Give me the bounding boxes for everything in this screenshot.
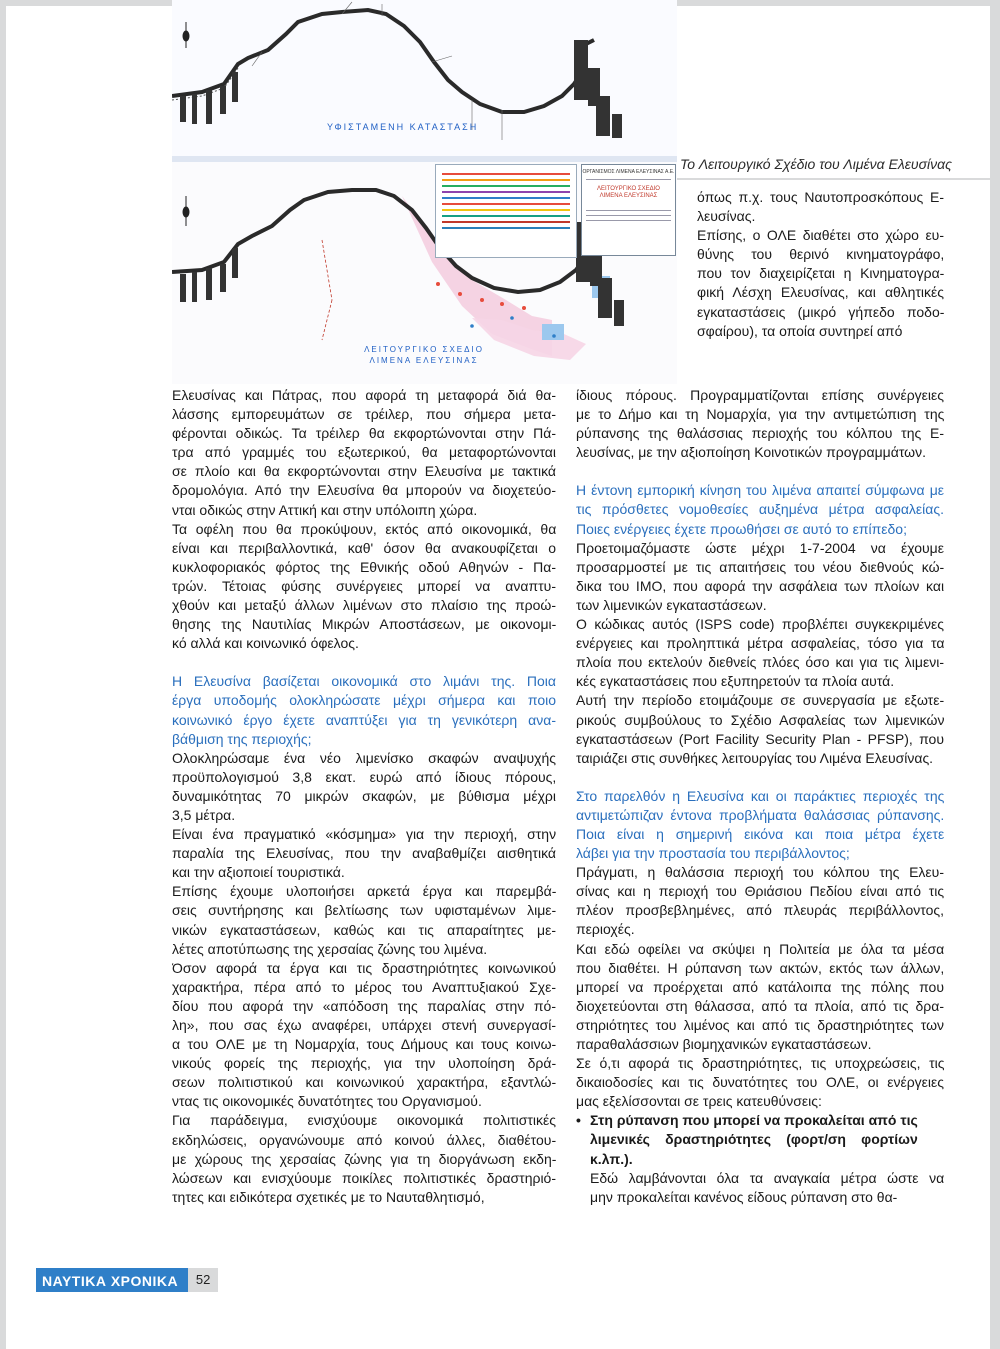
text-line: σεων πολιτιστικού και κοινωνικού χαρακτήρα, εξαντλώ- — [172, 1074, 556, 1091]
interview-question — [576, 481, 944, 538]
text-line: Σε ό,τι αφορά τις δραστηριότητες, τις υποχρεώσεις, τις — [576, 1055, 944, 1072]
paragraph — [172, 749, 556, 825]
text-line: ντας τις οικονομικές δυνατότητες του Οργανισμού. — [172, 1093, 482, 1110]
text-line: νικών εγκαταστάσεων, καθώς και τις απαραίτητες με- — [172, 921, 556, 938]
text-line: θησης της Ναυτιλίας Μικρών Αποστάσεων, με οικονομι- — [172, 616, 556, 633]
text-line: σίνας και η περιοχή του Θριάσιου Πεδίου είναι από τις — [576, 883, 944, 900]
paragraph — [576, 539, 944, 615]
text-line: στηριότητες του λιμένος και από τις δραστηριότητες των — [576, 1016, 944, 1033]
text-line: κυκλοφοριακός φόρτος της Εθνικής οδού Αθηνών - Πα- — [172, 558, 556, 575]
text-line: με χώρους της χερσαίας ζώνης για τη διοργάνωση εκδη- — [172, 1150, 556, 1167]
text-line: παραθαλάσσιων βιομηχανικών εγκαταστάσεων. — [576, 1036, 872, 1052]
text-line: Ποιες ενέργειες έχετε προωθήσει σε αυτό το επίπεδο; — [576, 520, 907, 537]
text-line: χαρακτήρα, πέρα από το μέρος του Αναπτυξιακού Σχε- — [172, 978, 556, 995]
title-block-name-1: ΛΕΙΤΟΥΡΓΙΚΟ ΣΧΕΔΙΟ — [597, 186, 660, 192]
text-line: βάθμιση της περιοχής; — [172, 730, 312, 747]
text-line: δικα του IMO, που αφορά την ασφάλεια των πλοίων και — [576, 577, 944, 594]
text-line: Πράγματι, η θαλάσσια περιοχή του κόλπου της Ελευ- — [576, 864, 944, 881]
text-line: έργα υποδομής ολοκληρώσατε μέχρι σήμερα και ποιο — [172, 692, 556, 709]
text-line: ρύπανσης της θαλάσσιας περιοχής του κόλπου της Ε- — [576, 425, 944, 442]
paragraph — [172, 386, 556, 520]
text-line: μην προκαλείται κανένος είδους ρύπανση στο θα- — [590, 1188, 898, 1205]
text-line: πλοία που εκτελούν διεθνείς πλόες όσο και για τις λιμενι- — [576, 654, 944, 671]
text-line: Ελευσίνας και Πάτρας, που αφορά τη μεταφορά διά θα- — [172, 387, 556, 403]
text-line: ίδιους πόρους. Προγραμματίζονται επίσης συνέργειες — [576, 387, 944, 403]
text-line: λιμενικές δραστηριότητες (φορτ/ση φορτίων — [590, 1131, 918, 1148]
text-line: Ο κώδικας αυτός (ISPS code) προβλέπει συγκεκριμένες — [576, 616, 944, 633]
left-border — [0, 0, 6, 1349]
text-line: δίου που αφορά την «απόδοση της παραλίας στην πό- — [172, 997, 556, 1014]
paragraph — [576, 691, 944, 767]
text-line: Όσον αφορά τα έργα και τις δραστηριότητες κοινωνικού — [172, 959, 556, 976]
title-block-name-2: ΛΙΜΕΝΑ ΕΛΕΥΣΙΝΑΣ — [599, 193, 658, 199]
caption-rule — [677, 178, 990, 180]
north-arrow-icon — [183, 196, 189, 226]
text-line: λη», που σας έχω αναφέρει, υπάρχει στενή συνεργασί- — [172, 1017, 556, 1033]
text-line: εγκαταστάσεις (μικρό γήπεδο ποδο- — [697, 303, 944, 320]
paragraph — [576, 1054, 944, 1111]
text-line: τις πρόσθετες νομοθεσίες αυξημένα μέτρα ασφαλείας. — [576, 501, 944, 518]
text-line: λάβει για την προστασία του περιβάλλοντος; — [576, 845, 850, 862]
text-line: και την αξιοποιεί τουριστικά. — [172, 864, 345, 881]
text-line: κοινωνικό έργο έχετε αναπτύξει για τη γενικότερη ανα- — [172, 711, 556, 728]
text-line: δρομολόγια. Από την Ελευσίνα θα μπορούν να διοχετεύο- — [172, 482, 556, 499]
text-line: λώσεων και ενισχύουμε ποικίλες πολιτιστικές δραστηριό- — [172, 1169, 556, 1186]
text-line: κό αλλά και κοινωνικό όφελος. — [172, 635, 359, 652]
text-line: Η έντονη εμπορική κίνηση του λιμένα απαιτεί σύμφωνα με — [576, 482, 944, 499]
paragraph-gap — [576, 462, 944, 481]
paragraph — [576, 615, 944, 691]
text-line: λευσίνας. — [697, 208, 756, 225]
text-line: τρα από γραμμές του εξωτερικού, θα μεταφορτώνονται — [172, 444, 556, 461]
text-line: πλέον προσβεβλημένες, από πλευράς περιβάλλοντος, — [576, 902, 944, 919]
text-line: προϋπολογισμού 3,8 εκατ. ευρώ από ίδιους πόρους, — [172, 768, 556, 785]
text-line: δικαιοδοσίες και τις δυνατότητες του ΟΛΕ, οι ενέργειες — [576, 1074, 944, 1091]
text-line: Τα οφέλη που θα προκύψουν, εκτός από οικονομικά, θα — [172, 520, 556, 537]
text-line: σε πλοίο και θα εκφορτώνονται στην Ελευσίνα με τακτικά — [172, 463, 556, 480]
text-line: σεις συντήρησης και βελτίωσης των υφισταμένων λιμε- — [172, 902, 556, 919]
text-line: σφαίρου), τα οποία συντηρεί από — [697, 322, 903, 339]
text-line: Προετοιμαζόμαστε ώστε μέχρι 1-7-2004 να έχουμε — [576, 539, 944, 556]
page-footer — [36, 1268, 218, 1292]
bullet-item — [576, 1111, 944, 1168]
left-column — [172, 386, 556, 1207]
text-line: αντιμετώπιζαν έντονα προβλήματα θαλάσσιας ρύπανσης. — [576, 806, 944, 823]
text-line: νικούς φορείς της περιοχής, για την υλοποίηση δρά- — [172, 1055, 556, 1072]
bullet-icon: • — [576, 1112, 581, 1129]
paragraph — [576, 863, 944, 939]
text-line: νται οδικώς στην Αττική και στην υπόλοιπη χώρα. — [172, 501, 478, 518]
port-map-figure — [172, 0, 677, 384]
text-line: εγκαταστάσεων (Port Facility Security Plan - PFSP), που — [576, 730, 944, 747]
text-line: προσαρμοστεί με τις απαιτήσεις του νέου διεθνούς κώ- — [576, 558, 944, 575]
page-number: 52 — [188, 1268, 218, 1292]
title-block-org: ΟΡΓΑΝΙΣΜΟΣ ΛΙΜΕΝΑ ΕΛΕΥΣΙΝΑΣ Α.Ε. — [582, 169, 675, 175]
text-line: λευσίνας, με την αξιοποίηση Κοινοτικών προγραμμάτων. — [576, 444, 926, 461]
text-line: κές εγκαταστάσεις που εξυπηρετούν τα πλοία αυτά. — [576, 673, 895, 690]
text-line: δυναμικότητας 70 μικρών σκαφών, με βύθισμα μέχρι — [172, 787, 556, 804]
paragraph — [172, 520, 556, 654]
existing-state-label: ΥΦΙΣΤΑΜΕΝΗ ΚΑΤΑΣΤΑΣΗ — [327, 122, 479, 132]
figure-caption: Το Λειτουργικό Σχέδιο του Λιμένα Ελευσίνας — [680, 156, 952, 172]
map-title-block — [581, 164, 676, 256]
paragraph-gap — [172, 653, 556, 672]
map-legend — [435, 164, 577, 258]
plan-label-line2: ΛΙΜΕΝΑ ΕΛΕΥΣΙΝΑΣ — [369, 356, 479, 365]
paragraph — [172, 825, 556, 882]
text-line: τρών. Τέτοιας φύσης συνέργειες μπορεί να αναπτυ- — [172, 577, 556, 594]
paragraph — [576, 386, 944, 462]
interview-question — [576, 787, 944, 863]
text-line: Επίσης, ο ΟΛΕ διαθέτει στο χώρο ευ- — [697, 227, 944, 244]
text-line: θύνης του θερινό κινηματογράφο, — [697, 246, 944, 263]
text-line: Για παράδειγμα, ενισχύουμε οικονομικά πολιτιστικές — [172, 1112, 556, 1129]
right-border — [990, 0, 1000, 1349]
plan-label-line1: ΛΕΙΤΟΥΡΓΙΚΟ ΣΧΕΔΙΟ — [364, 345, 484, 354]
paragraph — [576, 940, 944, 1055]
text-line: μπορεί να προέρχεται από κατάλοιπα της πόλης που — [576, 978, 944, 995]
text-line: Ποια είναι η σημερινή εικόνα και ποια μέτρα έχετε — [576, 825, 944, 842]
text-line: λέτες αποτύπωσης της χερσαίας ζώνης του λιμένα. — [172, 940, 488, 957]
text-line: Ολοκληρώσαμε ένα νέο λιμενίσκο σκαφών αναψυχής — [172, 749, 556, 766]
paragraph — [172, 959, 556, 1112]
text-line: α του ΟΛΕ με τη Νομαρχία, τους Δήμους και τους κοινω- — [172, 1036, 556, 1053]
text-line: Και εδώ οφείλει να σκύψει η Πολιτεία με όλα τα μέσα — [576, 940, 944, 957]
text-line: Εδώ λαμβάνονται όλα τα αναγκαία μέτρα ώστε να — [590, 1169, 944, 1186]
magazine-brand: ΝΑΥΤΙΚΑ ΧΡΟΝΙΚΑ — [36, 1268, 188, 1292]
text-line: που διαθέτει. Η ρύπανση των ακτών, εκτός των άλλων, — [576, 959, 944, 976]
paragraph — [697, 188, 944, 226]
interview-question — [172, 672, 556, 748]
text-line: χθούν και μεταξύ άλλων λιμένων στο πλαίσιο της προώ- — [172, 597, 556, 614]
right-top-column — [697, 188, 944, 341]
text-line: παραλία της Ελευσίνας, που την αναβαθμίζει αισθητικά — [172, 845, 556, 862]
text-line: τητες και ειδικότερα σχετικές με το Ναυταθλητισμό, — [172, 1188, 485, 1205]
text-line: κ.λπ.). — [590, 1150, 633, 1167]
text-line: Αυτή την περίοδο ετοιμάζουμε σε συνεργασία με εξωτε- — [576, 692, 944, 709]
bullet-text — [590, 1111, 918, 1168]
text-line: λάσσης εμπορευμάτων σε τρέιλερ, που σήμερα μετα- — [172, 406, 556, 423]
paragraph — [172, 882, 556, 958]
paragraph — [172, 1111, 556, 1206]
blue-zone-2 — [542, 324, 564, 340]
paragraph — [576, 1169, 944, 1207]
paragraph — [697, 226, 944, 341]
right-column — [576, 386, 944, 1207]
text-line: που τον διαχειρίζεται η Κινηματογρα- — [697, 265, 944, 282]
text-line: φική Λέσχη Ελευσίνας, και αθλητικές — [697, 284, 944, 301]
text-line: των λιμενικών εγκαταστάσεων. — [576, 596, 767, 613]
text-line: Στη ρύπανση που μπορεί να προκαλείται από τις — [590, 1112, 918, 1129]
text-line: ταιριάζει στις συνθήκες λειτουργίας του Λιμένα Ελευσίνας. — [576, 749, 934, 766]
text-line: Επίσης έχουμε υλοποιήσει αρκετά έργα και παρεμβά- — [172, 883, 556, 900]
north-arrow-icon — [183, 22, 189, 48]
text-line: φέρονται οδικώς. Τα τρέιλερ θα εκφορτώνονται στην Πά- — [172, 425, 556, 442]
text-line: με το Δήμο και τη Νομαρχία, για την αντιμετώπιση της — [576, 406, 944, 423]
text-line: 3,5 μέτρα. — [172, 806, 236, 823]
text-line: Η Ελευσίνα βασίζεται οικονομικά στο λιμάνι της. Ποια — [172, 673, 556, 690]
text-line: ενέργειες και προληπτικά μέτρα ασφαλείας, τόσο για τα — [576, 635, 944, 652]
text-line: όπως π.χ. τους Ναυτοπροσκόπους Ε- — [697, 189, 944, 205]
text-line: Είναι ένα πραγματικό «κόσμημα» για την περιοχή, στην — [172, 826, 556, 843]
paragraph-gap — [576, 768, 944, 787]
text-line: Στο παρελθόν η Ελευσίνα και οι παράκτιες περιοχές της — [576, 787, 944, 804]
text-line: εκδηλώσεις, οργανώνουμε από κοινού άλλες, διαθέτου- — [172, 1131, 556, 1148]
text-line: περιοχές. — [576, 921, 635, 938]
text-line: είναι και περιβαλλοντικά, καθ' όσον θα ανακουφίζεται ο — [172, 539, 556, 556]
text-line: ρικούς συμβούλους το Σχέδιο Ασφαλείας των λιμενικών — [576, 711, 944, 728]
text-line: μας εξελίσσονται σε τρεις κατευθύνσεις: — [576, 1093, 822, 1110]
text-line: διοχετεύονται στη θάλασσα, από τα πλοία, από τις δρα- — [576, 997, 944, 1014]
